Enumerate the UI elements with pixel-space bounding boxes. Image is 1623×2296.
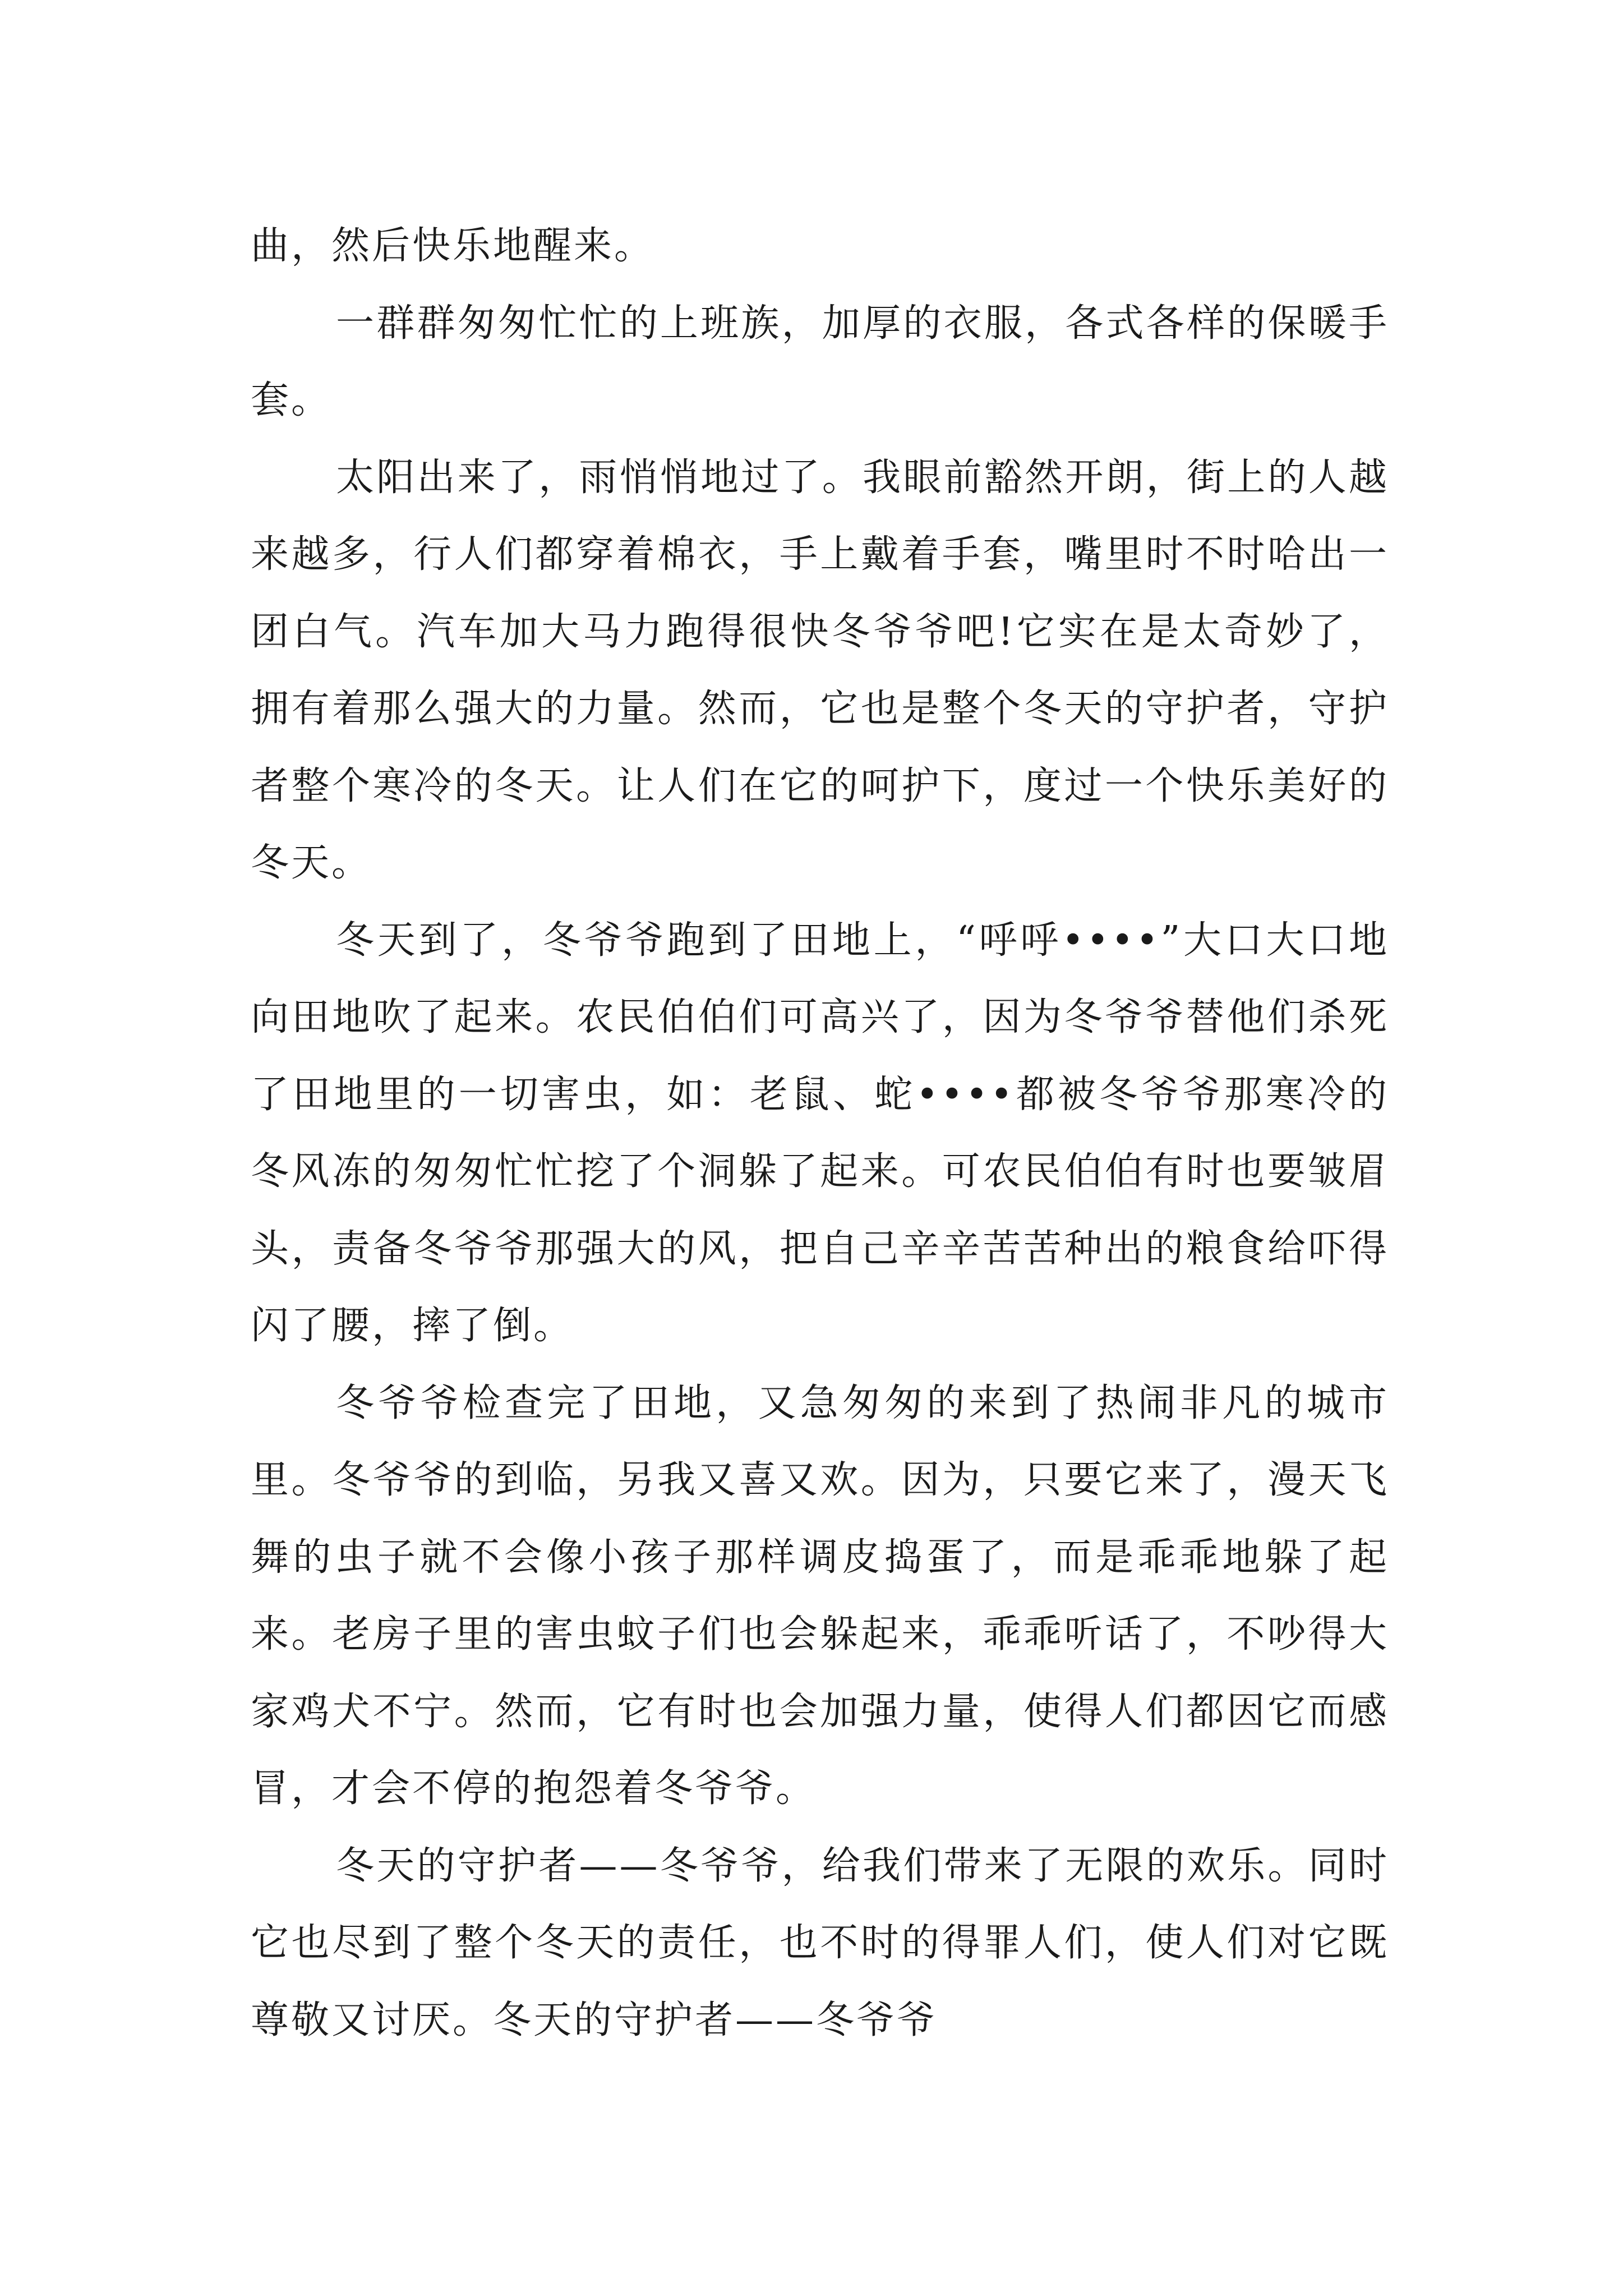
document-body <box>251 208 1389 2059</box>
paragraph-4: 冬天到了，冬爷爷跑到了田地上，“呼呼••••”大口大口地向田地吹了起来。农民伯伯们可高兴了，因为冬爷爷替他们杀死了田地里的一切害虫，如：老鼠、蛇••••都被冬爷爷那寒冷的冬风冻的匆匆忙忙挖了个洞躲了起来。可农民伯伯有时也要皱眉头，责备冬爷爷那强大的风，把自己辛辛苦苦种出的粮食给吓得闪了腰，摔了倒。 <box>251 918 1389 1348</box>
paragraph-1: 曲，然后快乐地醒来。 <box>251 224 655 268</box>
paragraph-6: 冬天的守护者——冬爷爷，给我们带来了无限的欢乐。同时它也尽到了整个冬天的责任，也不时的得罪人们，使人们对它既尊敬又讨厌。冬天的守护者——冬爷爷 <box>251 1843 1389 2042</box>
paragraph-5: 冬爷爷检查完了田地，又急匆匆的来到了热闹非凡的城市里。冬爷爷的到临，另我又喜又欢。因为，只要它来了，漫天飞舞的虫子就不会像小孩子那样调皮捣蛋了，而是乖乖地躲了起来。老房子里的害虫蚊子们也会躲起来，乖乖听话了，不吵得大家鸡犬不宁。然而，它有时也会加强力量，使得人们都因它而感冒，才会不停的抱怨着冬爷爷。 <box>251 1381 1389 1811</box>
paragraph-2: 一群群匆匆忙忙的上班族，加厚的衣服，各式各样的保暖手套。 <box>251 301 1389 422</box>
paragraph-3: 太阳出来了，雨悄悄地过了。我眼前豁然开朗，街上的人越来越多，行人们都穿着棉衣，手上戴着手套，嘴里时不时哈出一团白气。汽车加大马力跑得很快冬爷爷吧!它实在是太奇妙了，拥有着那么强大的力量。然而，它也是整个冬天的守护者，守护者整个寒冷的冬天。让人们在它的呵护下，度过一个快乐美好的冬天。 <box>251 455 1390 885</box>
